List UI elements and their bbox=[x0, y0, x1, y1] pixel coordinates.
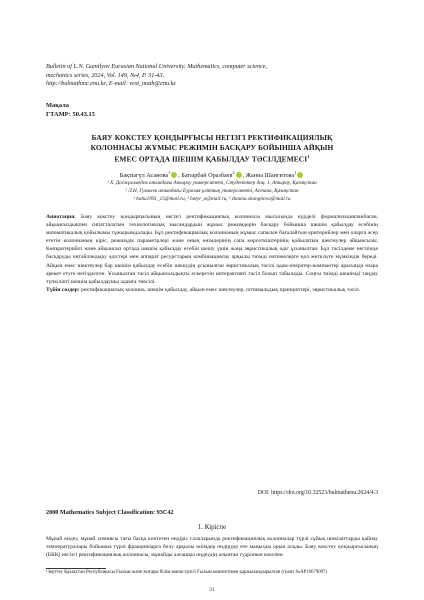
journal-header bbox=[46, 63, 376, 89]
orcid-icon[interactable] bbox=[297, 172, 303, 178]
affiliation-2: ² Л.Н. Гумилев атындағы Еуразия ұлттық университеті, Астана, Қазақстан bbox=[125, 188, 299, 194]
journal-line-3: http://bulmathmc.enu.kz, E-mail: vest_math@enu.kz bbox=[46, 80, 176, 88]
orcid-icon[interactable] bbox=[171, 172, 177, 178]
gtamr-code: ГТАМР: 50.43.15 bbox=[46, 111, 95, 118]
author-1: Бақтыгүл Асанова bbox=[119, 172, 169, 180]
title-line-2: КОЛОННАСЫ ЖҰМЫС РЕЖИМІН БАСҚАРУ БОЙЫНША АЙҚЫН bbox=[90, 142, 334, 152]
section-heading bbox=[0, 524, 424, 531]
page-number: 31 bbox=[209, 587, 215, 593]
doi-link[interactable]: DOI: https://doi.org/10.32523/bulmathenu.2024/4.3 bbox=[257, 490, 378, 496]
msc-classification: 2000 Mathematics Subject Classification: 93C42 bbox=[46, 509, 174, 516]
section-title: Кіріспе bbox=[204, 524, 227, 531]
keywords-label: Түйін сөздер: bbox=[46, 286, 80, 293]
paper-title bbox=[60, 133, 364, 164]
abstract-label: Аннотация. bbox=[46, 214, 76, 220]
author-list: Бақтыгүл Асанова$^1$ , Батырбай Оразбаев$^2$ , Жанна Шангитова$^1$ bbox=[46, 170, 378, 179]
abstract bbox=[46, 213, 378, 483]
author-emails: ¹ baha1991_15@mail.ru, ² batyr_o@mail.ru, ³ zhanna.shangitova@mail.ru bbox=[133, 196, 291, 202]
journal-line-1: Bulletin of L.N. Gumilyov Eurasian National University. Mathematics, computer science, bbox=[46, 63, 268, 70]
journal-line-2: mechanics series, 2024, Vol. 149, №4, P. 31-43. bbox=[46, 71, 165, 79]
title-footnote-mark: 1 bbox=[307, 154, 310, 160]
article-type: Мақала bbox=[46, 102, 69, 109]
author-2: Батырбай Оразбаев bbox=[181, 172, 233, 180]
affiliation-1: ¹ Х. Досмұхамедов атындағы Атырау университеті, Студенттер даң. 1, Атырау, Қазақстан bbox=[107, 180, 317, 186]
keywords-text: ректификациялық колонна, шешім қабылдау, айқын емес шектеулер, оптимальдық принциптері, эвристикалық тәсіл. bbox=[81, 286, 361, 293]
footnote: ¹Зерттеу Қазақстан Республикасы Ғылым және жоғары білім министрлігі Ғылым комитетімен қаржыландырылған (грант №AP19679097) bbox=[46, 570, 327, 575]
title-line-1: БАЯУ КОКСТЕУ ҚОНДЫРҒЫСЫ НЕГІЗГІ РЕКТИФИКАЦИЯЛЫҚ bbox=[91, 133, 333, 142]
section-number: 1. bbox=[197, 524, 203, 531]
footnote-divider bbox=[46, 568, 106, 569]
abstract-text: Баяу кокстеу қондырғысының негізгі ректификациялық колоннасы мысалында күрделі формализацияланбаған, айқынсыздықпен сипатталатын технологиялық нысандардың жұмыс режимдерін басқару бойынша шешім қабылдау есебінің математикалық қойылымы тұжырымдалады. Бұл ректификациялық колоннаның жұмыс сапасын бағалайтын критерийлер мен оларға әсер ететін колоннаның кіріс, режимдік параметрлері және оның өнімдерінің сапа көрсеткіштерінің қойылатын шектеулер айқынсызы. Көпкритерийлі және айқынсыз ортада шешім қабылдау есебін шешу үшін жаңа эвристикалық әдіс ұсынылған. Бұл тәсілдеме негізінде басқаруды оңтайландыру әдістері мен аппарат ресурстарын комбинациялау арқылы тиімді нәтижелерге қол жеткізуге мүмкіндік береді. Айқын емес шектеулер бар шешім қабылдау есебін шешудің ұсынылған эвристикалық тәсілі адам-оператор-компьютер арасында өзара әрекет етуге негізделген. Ұсынылған тәсіл айқынсыздықты ескеретін интерактивті тәсіл болып табылады. Соңғы тиімді шешімді таңдау түпкілікті шешім қабылдаушы адамға тиесілі. bbox=[46, 214, 378, 285]
intro-paragraph: Мұнай өндеу, мұнай химиясы тағы басқа көптеген өндіріс салаларында ректификациялық колонналар түрлі сұйық шикізаттарды қайнау температуралары бойынша түрлі фракцияларға бөлу арқылы өнімдер өндіруде өте маңызды орын алады. Баяу кокстеу қондырғысының (БКҚ) негізгі ректификациялық колоннасы, мұнайды алғашқы өңдеудің алынған гудронын кокспен bbox=[46, 536, 378, 559]
author-3: Жанна Шангитова bbox=[245, 172, 295, 180]
orcid-icon[interactable] bbox=[236, 172, 242, 178]
title-line-3: ЕМЕС ОРТАДА ШЕШІМ ҚАБЫЛДАУ ТӘСІЛДЕМЕСІ$^1$ bbox=[114, 154, 310, 164]
